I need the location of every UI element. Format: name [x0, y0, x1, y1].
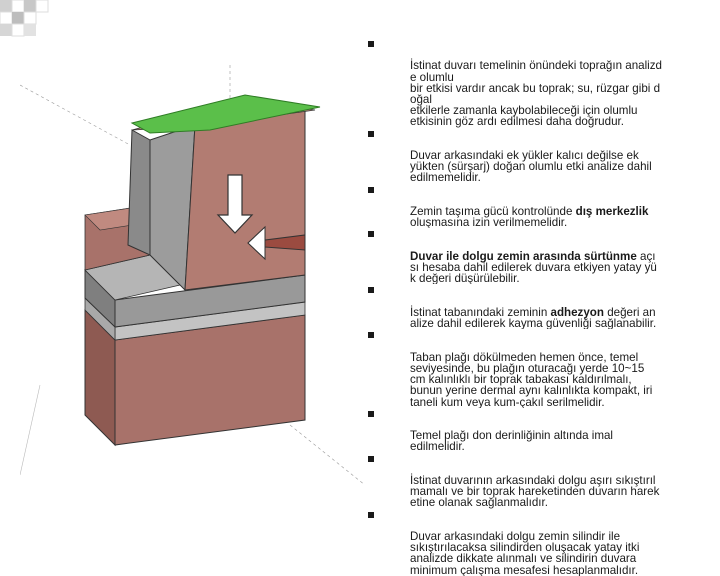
bullet-item — [368, 509, 713, 576]
retaining-wall-illustration — [20, 55, 365, 485]
bullet-item — [368, 38, 713, 128]
bullet-item — [368, 408, 713, 453]
bullet-text: İstinat duvarının arkasındaki dolgu aşırı sıkıştırıl mamalı ve bir toprak hareketinden duvarın harek etine olanak sağlanmalıdır. — [410, 473, 660, 509]
bullet-item — [368, 329, 713, 407]
bullet-item — [368, 228, 713, 284]
bullet-list — [368, 38, 713, 576]
bullet-square-icon — [368, 231, 374, 237]
bullet-text: Temel plağı don derinliğinin altında imal edilmelidir. — [410, 429, 614, 453]
bullet-text-pre: İstinat tabanındaki zeminin — [410, 305, 551, 319]
bullet-text: Duvar arkasındaki ek yükler kalıcı değilse ek yükten (sürşarj) doğan olumlu etki analize dahil edilmemelidir. — [410, 149, 652, 184]
bullet-text: İstinat duvarı temelinin önündeki toprağın analizd e olumlu bir etkisi vardır ancak bu toprak; su, rüzgar gibi d oğal etkilerle zamanla kaybolabileceği için olumlu etkisinin göz ardı edilmesi daha doğrudur. — [410, 59, 662, 128]
bullet-square-icon — [368, 187, 374, 193]
bullet-item — [368, 128, 713, 184]
bullet-square-icon — [368, 456, 374, 462]
bullet-item — [368, 453, 713, 509]
bullet-square-icon — [368, 512, 374, 518]
bullet-text — [410, 205, 648, 228]
bullet-text — [410, 250, 657, 285]
bullet-text-post: açı sı hesaba dahil edilerek duvara etkiyen yatay yü k değeri düşürülebilir. — [410, 249, 657, 285]
bullet-text-bold: dış merkezlik — [575, 205, 649, 219]
corner-decoration — [0, 0, 60, 45]
bullet-square-icon — [368, 411, 374, 417]
bullet-square-icon — [368, 332, 374, 338]
bullet-square-icon — [368, 131, 374, 137]
bullet-square-icon — [368, 41, 374, 47]
bullet-item — [368, 284, 713, 329]
bullet-square-icon — [368, 287, 374, 293]
bullet-text-pre: Zemin taşıma gücü kontrolünde — [410, 205, 576, 219]
bullet-text-post: oluşmasına izin verilmemelidir. — [410, 216, 568, 229]
bullet-item — [368, 184, 713, 229]
bullet-text-post: değeri an alize dahil edilerek kayma güvenliği sağlanabilir. — [410, 305, 657, 330]
bullet-text: Taban plağı dökülmeden hemen önce, temel seviyesinde, bu plağın oturacağı yerde 10~15 cm kalınlıklı bir toprak tabakası kaldırılmalı, bunun yerine dermal aynı kalınlıkta kompakt, iri taneli kum veya kum-çakıl serilmelidir. — [410, 350, 653, 408]
bullet-text-bold: adhezyon — [550, 305, 604, 319]
bullet-text — [410, 306, 656, 329]
bullet-text-bold: Duvar ile dolgu zemin arasında sürtünme — [410, 249, 637, 263]
bullet-text: Duvar arkasındaki dolgu zemin silindir ile sıkıştırılacaksa silindirden oluşacak yatay itki analizde dikkate alınmalı ve silindirin duvara minimum çalışma mesafesi hesaplanmalıdır. — [410, 529, 640, 576]
